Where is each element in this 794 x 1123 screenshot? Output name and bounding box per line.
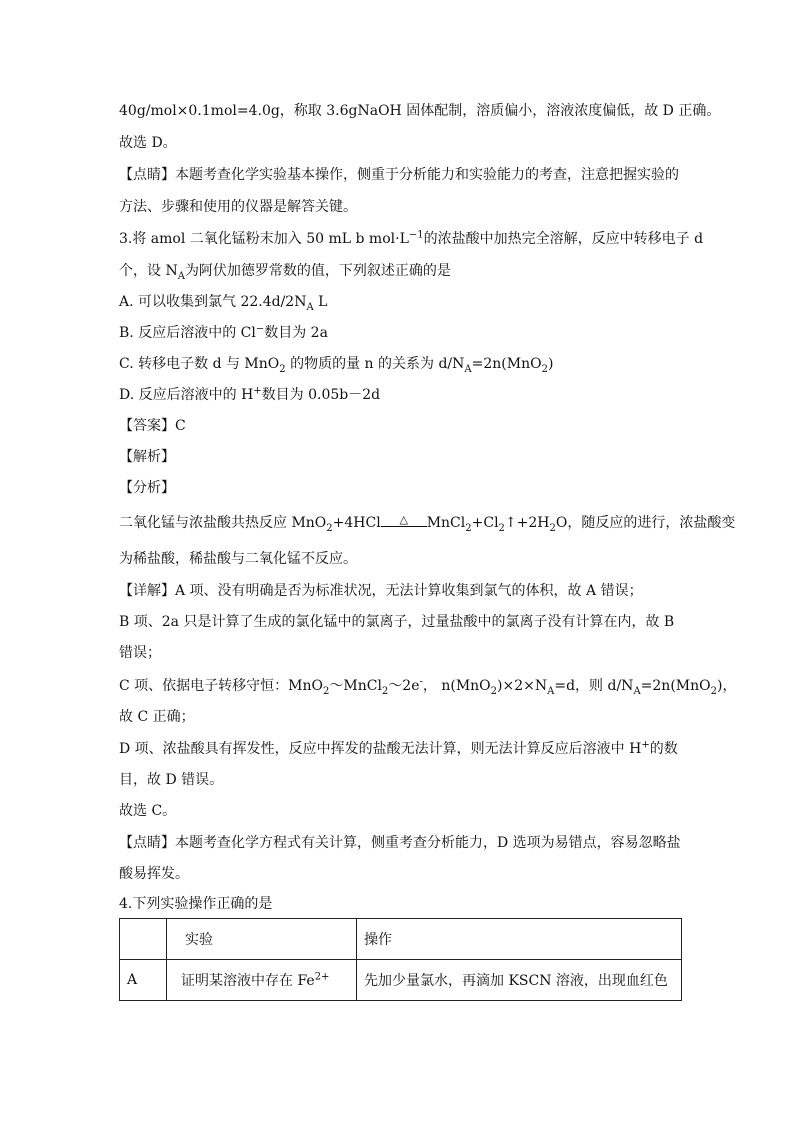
table-row [120,960,682,1001]
analysis-heading: 【解析】 [119,449,175,465]
table-cell: 先加少量氯水，再滴加 KSCN 溶液，出现血红色 [357,960,682,1001]
option-a: A. 可以收集到氯气 $22.4d/2N_A$ L [119,294,328,313]
detail-line: C 项、依据电子转移守恒：MnO$_2$～MnCl$_2$～2e-， $n(MnO_2)\times 2\times N_A=d$，则 $d/N_A=2n(MnO_2)$， [119,676,737,697]
text-line: 酸易挥发。 [119,866,189,882]
detail-line: 错误； [119,645,161,661]
heat-arrow-icon: △ [381,516,427,527]
table-header-cell: 实验 [167,919,357,960]
question-3-stem: 3.将 amol 二氧化锰粉末加入 50 mL b $mol\cdot L^{-1}$的浓盐酸中加热完全溶解，反应中转移电子 d [119,229,704,247]
text-line: 为稀盐酸，稀盐酸与二氧化锰不反应。 [119,551,357,567]
section-tag: 【点睛】 [119,835,175,851]
text-line: 故选 D。 [119,135,177,151]
text-line: 【点睛】本题考查化学方程式有关计算，侧重考查分析能力，D 选项为易错点，容易忽略盐 [119,835,681,851]
detail-line: D 项、浓盐酸具有挥发性，反应中挥发的盐酸无法计算，则无法计算反应后溶液中 H+的数 [119,739,678,757]
detail-line: B 项、2a 只是计算了生成的氯化锰中的氯离子，过量盐酸中的氯离子没有计算在内，故 B [119,614,675,630]
table-header-row [120,919,682,960]
detail-line: 故 C 正确； [119,709,195,725]
question-4-stem: 4.下列实验操作正确的是 [119,896,273,912]
option-d: D. 反应后溶液中的 H+数目为 0.05b－2d [119,385,381,403]
detail-line: 【详解】A 项、没有明确是否为标准状况，无法计算收集到氯气的体积，故 A 错误； [119,583,643,599]
table-header-cell: 操作 [357,919,682,960]
section-tag: 【详解】 [119,583,175,599]
answer: 【答案】C [119,418,186,434]
reaction-line: 二氧化锰与浓盐酸共热反应 MnO$_2$+4HCl △ $MnCl_2+Cl_2↑+2H_2O$，随反应的进行，浓盐酸变 [119,513,736,534]
option-c: C. 转移电子数 d 与 MnO$_2$ 的物质的量 n 的关系为 $d/N_A=2n(MnO_2)$ [119,356,554,375]
table-cell: 证明某溶液中存在 $Fe^{2+}$ [167,960,357,1001]
text-line: 【点睛】本题考查化学实验基本操作，侧重于分析能力和实验能力的考查，注意把握实验的 [119,167,679,183]
section-tag: 【点睛】 [119,167,175,183]
text-line: 40g/mol×0.1mol=4.0g，称取 3.6gNaOH 固体配制，溶质偏小，溶液浓度偏低，故 D 正确。 [119,103,721,119]
fenxi-heading: 【分析】 [119,480,175,496]
detail-line: 目，故 D 错误。 [119,772,224,788]
table-cell: A [120,960,167,1001]
table-header-cell [120,919,167,960]
text-line: 故选 C。 [119,803,177,819]
text-line: 方法、步骤和使用的仪器是解答关键。 [119,199,357,215]
experiment-table [119,918,682,1001]
question-3-stem-cont: 个，设 $N_A$为阿伏加德罗常数的值，下列叙述正确的是 [119,263,451,282]
option-b: B. 反应后溶液中的 Cl−数目为 2a [119,323,328,341]
